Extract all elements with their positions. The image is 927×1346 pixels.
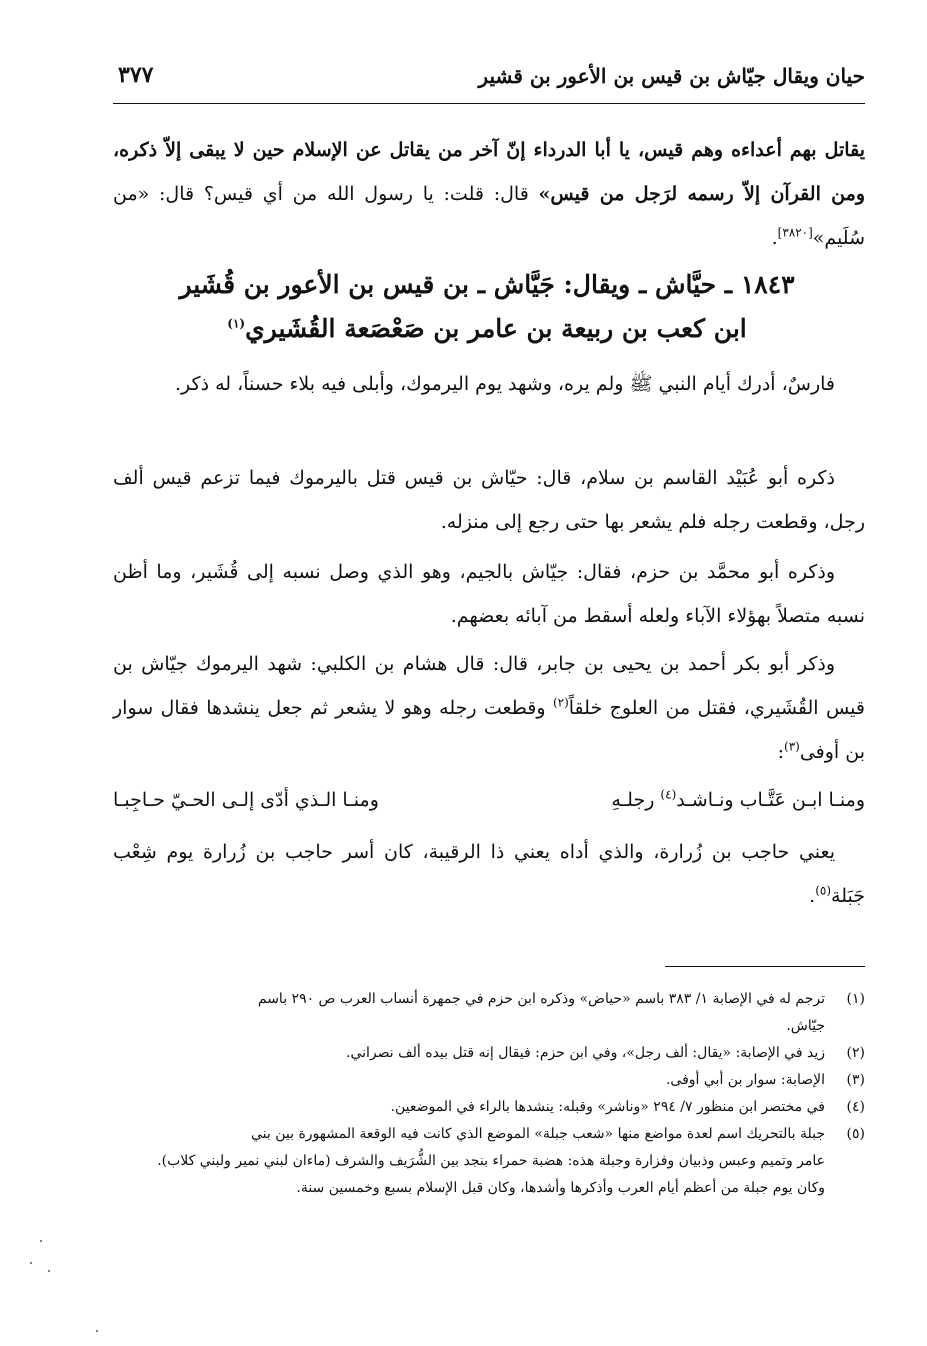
footnote-3 (113, 1067, 865, 1094)
poem-hemistich-2: ومنـا الـذي أدّى إلـى الحـيّ حـاجِبـا (113, 789, 379, 811)
poem-verse (113, 778, 865, 822)
footnote-5 (113, 1121, 865, 1148)
scan-speck (48, 1270, 50, 1272)
page-number: ٣٧٧ (118, 62, 154, 88)
footnote-rule (665, 966, 865, 967)
paragraph-4 (113, 642, 865, 774)
intro-paragraph (113, 128, 865, 260)
paragraph-5 (113, 830, 865, 918)
footnote-text: جبلة بالتحريك اسم لعدة مواضع منها «شعب جبلة» الموضع الذي كانت فيه الوقعة المشهورة بين بني (250, 1126, 825, 1142)
footnote-marker: (٥) (815, 883, 832, 898)
paragraph-4-text-b: وقطعت رجله وهو لا يشعر ثم جعل ينشدها فقال سوار بن أوفى (113, 697, 865, 763)
footnotes (113, 986, 865, 1202)
footnote-number: (٣) (846, 1072, 865, 1088)
footnote-number: (٤) (846, 1099, 865, 1115)
footnote-5-continuation: عامر وتميم وعبس وذبيان وفزارة وجبلة هذه: هضبة حمراء بنجد بين الشُّرَيف والشرف (ماءان لبني نمير ولبني كلاب). (157, 1153, 825, 1169)
footnote-5-continuation-2: وكان يوم جبلة من أعظم أيام العرب وأذكرها وأشدها، وكان قبل الإسلام بسبع وخمسين سنة. (296, 1180, 825, 1196)
entry-heading-line1: ١٨٤٣ ـ حيَّاش ـ ويقال: جَيَّاش ـ بن قيس بن الأعور بن قُشَير (179, 270, 795, 299)
footnote-4 (113, 1094, 865, 1121)
poem-hemistich-1-a: ومنـا ابـن عَتَّـاب ونـاشـد (676, 789, 865, 811)
poem-hemistich-1-b: رجلـهِ (611, 789, 661, 811)
footnote-text: زيد في الإصابة: «يقال: ألف رجل»، وفي ابن حزم: فيقال إنه قتل بيده ألف نصراني. (346, 1045, 825, 1061)
footnote-marker: (١) (227, 316, 246, 331)
footnote-text: الإصابة: سوار بن أبي أوفى. (665, 1072, 825, 1088)
footnote-2 (113, 1040, 865, 1067)
paragraph-4-text-c: : (777, 741, 784, 763)
footnote-marker: (٤) (660, 787, 677, 802)
intro-end: . (771, 227, 778, 249)
paragraph-2: ذكره أبو عُبَيْد القاسم بن سلام، قال: حيّاش بن قيس قتل باليرموك فيما تزعم قيس ألف رجل، وقطعت رجله فلم يشعر بها حتى رجع إلى منزله. (113, 467, 865, 533)
footnote-marker: (٣) (784, 739, 800, 754)
paragraph-1: فارسٌ، أدرك أيام النبي ﷺ ولم يره، وشهد يوم اليرموك، وأبلى فيه بلاء حسناً، له ذكر. (175, 373, 835, 395)
paragraph-4-text-a: وذكر أبو بكر أحمد بن يحيى بن جابر، قال: قال هشام بن الكلبي: شهد اليرموك جيّاش بن قيس القُشَيري، فقتل من العلوج خلقاً (113, 653, 865, 719)
intro-plain-text: قال: قلت: يا رسول الله من أي قيس؟ قال: «من سُلَيم» (113, 183, 865, 249)
scan-speck (96, 1330, 98, 1332)
footnote-marker: (٢) (552, 695, 569, 710)
paragraph-5-end: . (809, 885, 816, 907)
header-rule (113, 103, 865, 104)
footnote-1-continuation: جيّاش. (786, 1018, 825, 1034)
footnote-number: (١) (846, 991, 865, 1007)
running-title: حيان ويقال جيّاش بن قيس بن الأعور بن قشير (478, 64, 865, 88)
footnote-number: (٥) (846, 1126, 865, 1142)
intro-bold-text: يقاتل بهم أعداءه وهم قيس، يا أبا الدرداء إنّ آخر من يقاتل عن الإسلام حين لا يبقى إلاّ ذكره، ومن القرآن إلاّ رسمه لرَجل من قيس» (113, 139, 865, 205)
entry-heading-text: ابن كعب بن ربيعة بن عامر بن صَعْصَعة القُشَيري (245, 314, 747, 343)
footnote-number: (٢) (846, 1045, 865, 1061)
paragraph-3: وذكره أبو محمَّد بن حزم، فقال: جيّاش بالجيم، وهو الذي وصل نسبه إلى قُشَير، وما أظن نسبه متصلاً بهؤلاء الآباء ولعله أسقط من آبائه بعضهم. (113, 561, 865, 627)
paragraph-5-text: يعني حاجب بن زُرارة، والذي أداه يعني ذا الرقيبة، كان أسر حاجب بن زُرارة يوم شِعْب جَبَلة (113, 841, 865, 907)
footnote-1 (113, 986, 865, 1013)
poem-hemistich-1 (611, 778, 865, 822)
entry-heading-line2 (147, 306, 827, 352)
scan-speck (30, 1262, 32, 1264)
footnote-text: في مختصر ابن منظور ٧/ ٢٩٤ «وناشر» وقبله: ينشدها بالراء في الموضعين. (390, 1099, 825, 1115)
footnote-text: ترجم له في الإصابة ١/ ٣٨٣ باسم «حياض» وذكره ابن حزم في جمهرة أنساب العرب ص ٢٩٠ باسم (257, 991, 825, 1007)
intro-reference: [٣٨٢٠] (777, 225, 813, 240)
scan-speck (40, 1240, 42, 1242)
